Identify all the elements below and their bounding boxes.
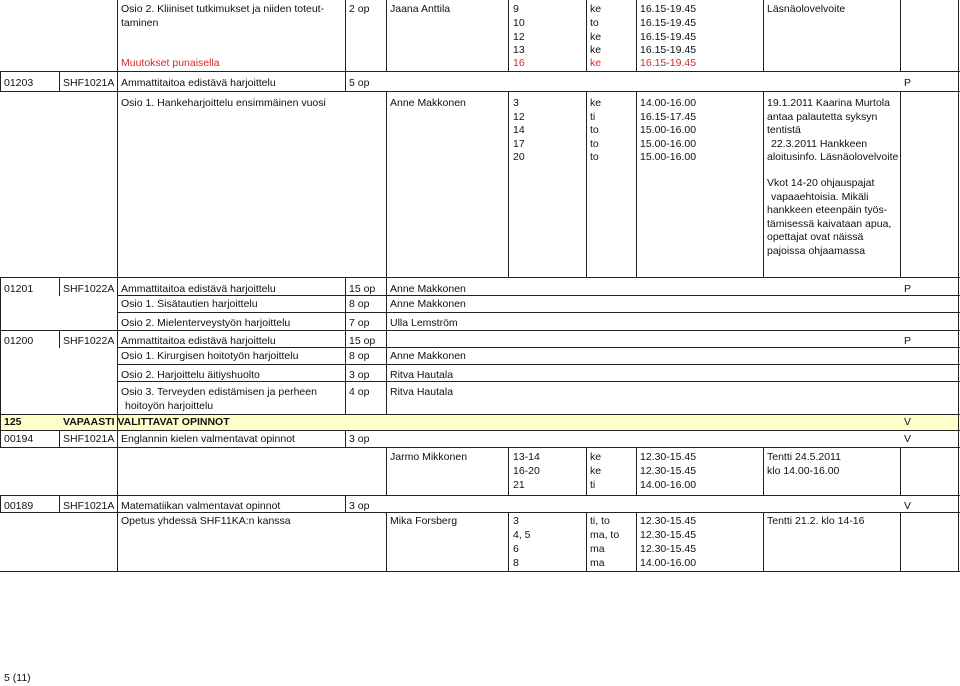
day: to	[590, 151, 599, 163]
course-type: P	[904, 335, 912, 347]
course-type: V	[904, 500, 912, 512]
week: 3	[513, 97, 519, 109]
time: 16.15-19.45	[640, 31, 697, 43]
teacher: Jaana Anttila	[390, 3, 451, 15]
course-name: Ammattitaitoa edistävä harjoittelu	[121, 335, 276, 347]
module-credits: 3 op	[349, 369, 370, 381]
course-title-cont: taminen	[121, 17, 159, 29]
time: 14.00-16.00	[640, 557, 697, 569]
module-teacher: Ulla Lemström	[390, 317, 458, 329]
time: 16.15-19.45	[640, 57, 697, 69]
credits: 15 op	[349, 283, 376, 295]
week: 13	[513, 44, 525, 56]
course-name: Ammattitaitoa edistävä harjoittelu	[121, 77, 276, 89]
time: 14.00-16.00	[640, 479, 697, 491]
module-teacher: Ritva Hautala	[390, 369, 454, 381]
course-code: 00189	[4, 500, 34, 512]
week: 21	[513, 479, 525, 491]
week: 4, 5	[513, 529, 531, 541]
unit-code: SHF1022A	[63, 335, 115, 347]
day: ke	[590, 31, 602, 43]
credits: 5 op	[349, 77, 370, 89]
course-type: V	[904, 416, 912, 428]
day: ti	[590, 479, 596, 491]
time: 15.00-16.00	[640, 151, 697, 163]
module-name: Osio 2. Harjoittelu äitiyshuolto	[121, 369, 260, 381]
week: 16	[513, 57, 525, 69]
remark-workshops: opettajat ovat näissä	[767, 231, 864, 243]
course-name: VAPAASTI VALITTAVAT OPINNOT	[63, 416, 230, 428]
remark: klo 14.00-16.00	[767, 465, 840, 477]
module-teacher: Anne Makkonen	[390, 298, 466, 310]
module-name-cont: hoitoyön harjoittelu	[125, 400, 214, 412]
day: to	[590, 138, 599, 150]
page-number: 5 (11)	[4, 672, 31, 684]
course-type: P	[904, 77, 912, 89]
module-name: Osio 3. Terveyden edistämisen ja perheen	[121, 386, 317, 398]
remark: antaa palautetta syksyn	[767, 111, 878, 123]
week: 3	[513, 515, 519, 527]
day: ti	[590, 111, 596, 123]
module-name: Osio 2. Mielenterveystyön harjoittelu	[121, 317, 291, 329]
day: ma	[590, 543, 605, 555]
module-credits: 4 op	[349, 386, 370, 398]
time: 14.00-16.00	[640, 97, 697, 109]
day: ke	[590, 3, 602, 15]
teacher: Jarmo Mikkonen	[390, 451, 468, 463]
day: to	[590, 17, 599, 29]
teacher: Anne Makkonen	[390, 97, 466, 109]
course-code: 125	[4, 416, 22, 428]
week: 14	[513, 124, 525, 136]
module-teacher: Ritva Hautala	[390, 386, 454, 398]
time: 12.30-15.45	[640, 543, 697, 555]
time: 16.15-17.45	[640, 111, 697, 123]
module-teacher: Anne Makkonen	[390, 350, 466, 362]
week: 8	[513, 557, 519, 569]
remark: tentistä	[767, 124, 801, 136]
day: ke	[590, 57, 602, 69]
day: ke	[590, 465, 602, 477]
remark-workshops: pajoissa ohjaamassa	[767, 245, 866, 257]
remark-workshops: vapaaehtoisia. Mikäli	[771, 191, 869, 203]
remark: 19.1.2011 Kaarina Murtola	[767, 97, 890, 109]
module-name: Osio 1. Sisätautien harjoittelu	[121, 298, 258, 310]
teaching-note: Opetus yhdessä SHF11KA:n kanssa	[121, 515, 291, 527]
day: ke	[590, 44, 602, 56]
module-credits: 8 op	[349, 298, 370, 310]
course-code: 01200	[4, 335, 34, 347]
day: ti, to	[590, 515, 610, 527]
time: 12.30-15.45	[640, 451, 697, 463]
course-code: 01201	[4, 283, 34, 295]
module-name: Osio 1. Kirurgisen hoitotyön harjoittelu	[121, 350, 299, 362]
time: 15.00-16.00	[640, 138, 697, 150]
week: 13-14	[513, 451, 540, 463]
day: ke	[590, 97, 602, 109]
remark-workshops: Vkot 14-20 ohjauspajat	[767, 177, 875, 189]
week: 6	[513, 543, 519, 555]
time: 16.15-19.45	[640, 44, 697, 56]
remark: Tentti 24.5.2011	[767, 451, 841, 463]
remark: Tentti 21.2. klo 14-16	[767, 515, 865, 527]
teacher: Mika Forsberg	[390, 515, 458, 527]
week: 16-20	[513, 465, 540, 477]
credits: 3 op	[349, 500, 370, 512]
time: 12.30-15.45	[640, 465, 697, 477]
week: 17	[513, 138, 525, 150]
teacher: Anne Makkonen	[390, 283, 466, 295]
day: ma	[590, 557, 605, 569]
changes-note: Muutokset punaisella	[121, 57, 220, 69]
course-type: V	[904, 433, 912, 445]
day: ma, to	[590, 529, 620, 541]
unit-code: SHF1021A	[63, 500, 115, 512]
week: 10	[513, 17, 525, 29]
unit-code: SHF1021A	[63, 433, 115, 445]
course-title: Osio 2. Kliiniset tutkimukset ja niiden toteut-	[121, 3, 325, 15]
remark-workshops: hankkeen eteenpäin työs-	[767, 204, 888, 216]
course-code: 01203	[4, 77, 34, 89]
time: 16.15-19.45	[640, 3, 697, 15]
week: 12	[513, 111, 525, 123]
unit-code: SHF1022A	[63, 283, 115, 295]
module-name: Osio 1. Hankeharjoittelu ensimmäinen vuosi	[121, 97, 326, 109]
course-name: Ammattitaitoa edistävä harjoittelu	[121, 283, 276, 295]
week: 9	[513, 3, 519, 15]
course-name: Matematiikan valmentavat opinnot	[121, 500, 281, 512]
module-credits: 8 op	[349, 350, 370, 362]
course-code: 00194	[4, 433, 34, 445]
week: 20	[513, 151, 525, 163]
week: 12	[513, 31, 525, 43]
module-credits: 7 op	[349, 317, 370, 329]
time: 12.30-15.45	[640, 529, 697, 541]
day: ke	[590, 451, 602, 463]
credits: 15 op	[349, 335, 376, 347]
remark: Läsnäolovelvoite	[767, 3, 846, 15]
remark-workshops: tämisessä kaivataan apua,	[767, 218, 892, 230]
time: 15.00-16.00	[640, 124, 697, 136]
remark: aloitusinfo. Läsnäolovelvoite	[767, 151, 899, 163]
day: to	[590, 124, 599, 136]
credits: 3 op	[349, 433, 370, 445]
time: 16.15-19.45	[640, 17, 697, 29]
credits: 2 op	[349, 3, 370, 15]
remark: 22.3.2011 Hankkeen	[771, 138, 868, 150]
unit-code: SHF1021A	[63, 77, 115, 89]
course-name: Englannin kielen valmentavat opinnot	[121, 433, 295, 445]
time: 12.30-15.45	[640, 515, 697, 527]
course-type: P	[904, 283, 912, 295]
